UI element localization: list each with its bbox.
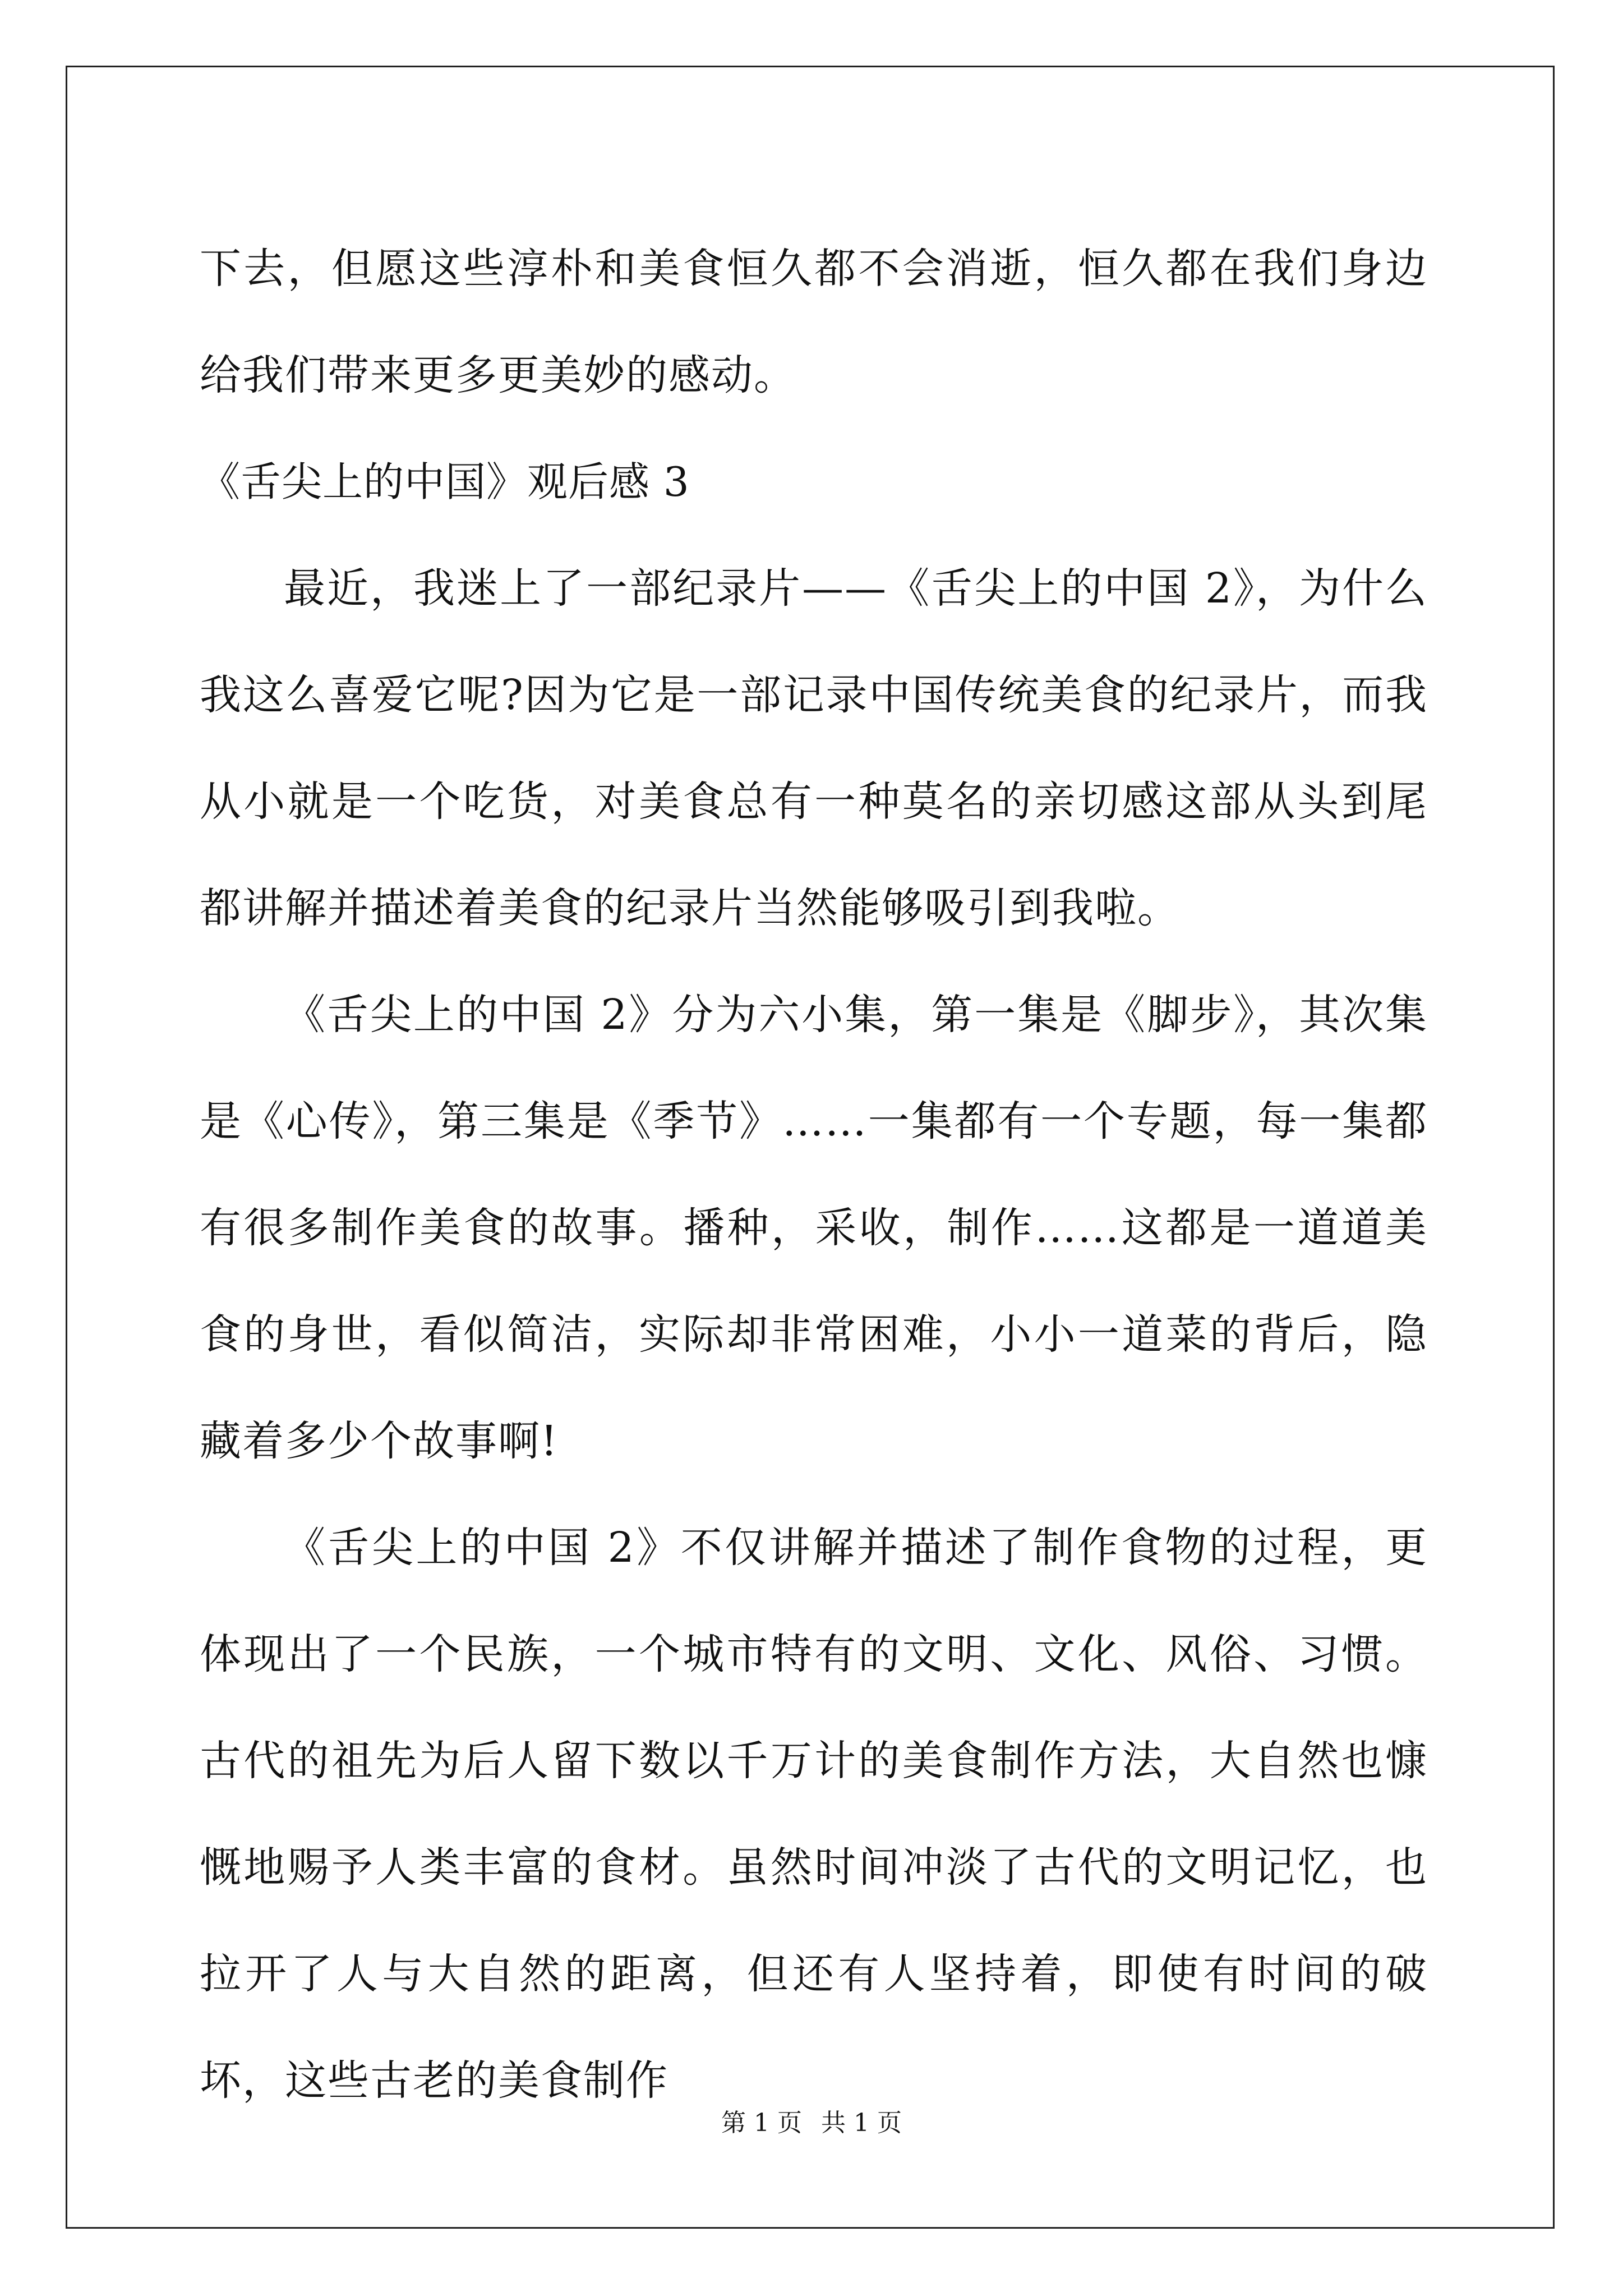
page-number: 第 1 页 [721,2109,802,2137]
page-total: 共 1 页 [821,2109,902,2137]
paragraph-intro: 最近，我迷上了一部纪录片——《舌尖上的中国 2》，为什么我这么喜爱它呢?因为它是一部记录中国传统美食的纪录片，而我从小就是一个吃货，对美食总有一种莫名的亲切感这部从头到尾都讲解并描述着美食的纪录片当然能够吸引到我啦。 [200,564,1428,932]
paragraph-culture: 《舌尖上的中国 2》不仅讲解并描述了制作食物的过程，更体现出了一个民族，一个城市特有的文明、文化、风俗、习惯。古代的祖先为后人留下数以千万计的美食制作方法，大自然也慷慨地赐予人类丰富的食材。虽然时间冲淡了古代的文明记忆，也拉开了人与大自然的距离，但还有人坚持着，即使有时间的破坏，这些古老的美食制作 [200,1524,1428,2105]
section-heading: 《舌尖上的中国》观后感 3 [200,458,690,505]
paragraph-continuation: 下去，但愿这些淳朴和美食恒久都不会消逝，恒久都在我们身边给我们带来更多更美妙的感动。 [200,245,1428,399]
page-footer [0,2106,1623,2140]
paragraph-episodes: 《舌尖上的中国 2》分为六小集，第一集是《脚步》，其次集是《心传》，第三集是《季节》……一集都有一个专题，每一集都有很多制作美食的故事。播种，采收，制作……这都是一道道美食的身世，看似简洁，实际却非常困难，小小一道菜的背后，隐藏着多少个故事啊! [200,991,1428,1465]
document-body [200,215,1428,2134]
